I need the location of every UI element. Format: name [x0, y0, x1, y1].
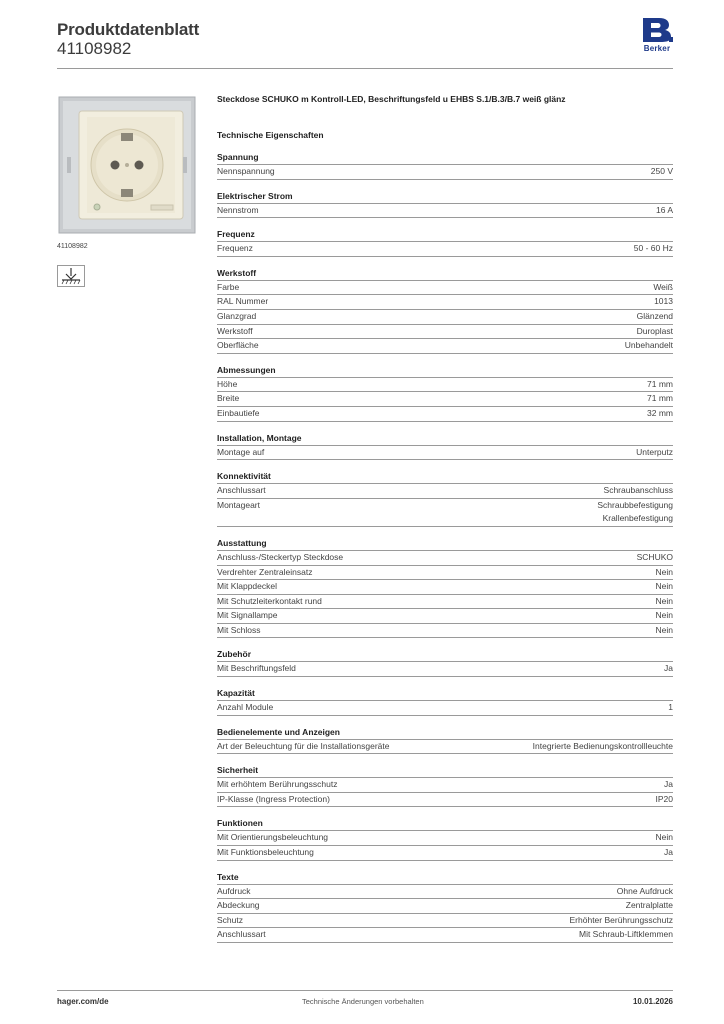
section-title: Konnektivität [217, 470, 673, 484]
property-value-line: Krallenbefestigung [602, 513, 673, 524]
property-value [647, 392, 673, 406]
property-label: Aufdruck [217, 885, 251, 896]
property-value-line: 1 [668, 702, 673, 713]
property-value-line: 1013 [654, 296, 673, 307]
section-title: Installation, Montage [217, 432, 673, 446]
property-section [217, 228, 673, 257]
property-value [647, 378, 673, 392]
property-row [217, 609, 673, 624]
property-row [217, 281, 673, 296]
section-title: Zubehör [217, 648, 673, 662]
footer-website: hager.com/de [57, 997, 109, 1006]
property-value-line: Zentralplatte [625, 900, 673, 911]
property-row [217, 551, 673, 566]
property-value-line: Nein [655, 595, 673, 606]
section-title: Frequenz [217, 228, 673, 242]
property-label: Anzahl Module [217, 702, 274, 713]
property-label: Anschlussart [217, 485, 266, 496]
property-row [217, 701, 673, 716]
property-row [217, 242, 673, 257]
property-row [217, 595, 673, 610]
section-title: Elektrischer Strom [217, 190, 673, 204]
property-label: Mit Beschriftungsfeld [217, 663, 296, 674]
property-value [626, 899, 673, 913]
property-section [217, 687, 673, 716]
berker-logo [640, 17, 674, 53]
property-row [217, 325, 673, 340]
property-label: Mit Signallampe [217, 610, 278, 621]
property-value-line: 32 mm [647, 407, 673, 418]
property-value [636, 446, 673, 460]
property-label: Mit Klappdeckel [217, 581, 278, 592]
property-value-line: Schraubanschluss [603, 485, 673, 496]
section-title: Funktionen [217, 817, 673, 831]
property-row [217, 914, 673, 929]
property-label: Mit Schutzleiterkontakt rund [217, 595, 322, 606]
properties-list [217, 151, 673, 943]
property-row [217, 165, 673, 180]
property-label: Frequenz [217, 243, 253, 254]
property-label: Werkstoff [217, 325, 253, 336]
property-section [217, 432, 673, 461]
property-value-line: Erhöhter Berührungsschutz [569, 914, 673, 925]
property-label: RAL Nummer [217, 296, 269, 307]
property-value-line: Nein [655, 832, 673, 843]
property-value-line: Weiß [653, 281, 673, 292]
property-section [217, 537, 673, 639]
property-row [217, 446, 673, 461]
footer-date: 10.01.2026 [632, 997, 673, 1006]
section-title: Werkstoff [217, 267, 673, 281]
property-value [617, 885, 673, 899]
property-value [637, 551, 673, 565]
property-value-line: Nein [655, 610, 673, 621]
property-label: Art der Beleuchtung für die Installationsgeräte [217, 740, 390, 751]
property-value-line: Schraubbefestigung [597, 499, 673, 510]
property-section [217, 764, 673, 807]
property-value-line: Ohne Aufdruck [616, 885, 673, 896]
property-row [217, 846, 673, 861]
property-label: Breite [217, 393, 240, 404]
property-value [653, 281, 673, 295]
property-section [217, 190, 673, 219]
property-value [597, 499, 673, 526]
property-value [668, 701, 673, 715]
property-value-line: 16 A [655, 204, 673, 215]
property-value [654, 295, 673, 309]
property-value [656, 204, 673, 218]
property-value [656, 609, 673, 623]
property-label: Mit Funktionsbeleuchtung [217, 847, 314, 858]
footer-divider [57, 990, 673, 991]
property-row [217, 778, 673, 793]
property-value [625, 339, 673, 353]
page-title: Produktdatenblatt [57, 20, 200, 39]
product-name: Steckdose SCHUKO m Kontroll-LED, Beschriftungsfeld u EHBS S.1/B.3/B.7 weiß glänz [217, 94, 566, 104]
product-image [57, 95, 197, 235]
property-section [217, 817, 673, 860]
property-label: Farbe [217, 281, 240, 292]
property-value-line: Unbehandelt [624, 340, 673, 351]
property-section [217, 151, 673, 180]
property-label: Oberfläche [217, 340, 259, 351]
property-label: Anschluss-/Steckertyp Steckdose [217, 551, 344, 562]
property-section [217, 470, 673, 527]
property-label: Anschlussart [217, 929, 266, 940]
footer-notice: Technische Änderungen vorbehalten [302, 997, 424, 1006]
property-value [570, 914, 673, 928]
section-title: Sicherheit [217, 764, 673, 778]
property-section [217, 648, 673, 677]
property-label: Schutz [217, 914, 243, 925]
logo-text: Berker [643, 44, 671, 53]
property-row [217, 899, 673, 914]
property-section [217, 726, 673, 755]
property-label: IP-Klasse (Ingress Protection) [217, 793, 330, 804]
section-title: Ausstattung [217, 537, 673, 551]
property-section [217, 364, 673, 422]
property-row [217, 407, 673, 422]
property-row [217, 204, 673, 219]
property-value [647, 407, 673, 421]
property-row [217, 295, 673, 310]
property-value-line: Ja [664, 663, 673, 674]
property-value [637, 310, 673, 324]
property-value [656, 566, 673, 580]
property-label: Mit erhöhtem Berührungsschutz [217, 779, 338, 790]
property-value [579, 928, 673, 942]
property-row [217, 793, 673, 808]
berker-b-logo-icon [640, 17, 674, 43]
property-section [217, 267, 673, 354]
property-row [217, 662, 673, 677]
property-row [217, 499, 673, 527]
property-value [656, 595, 673, 609]
property-row [217, 339, 673, 354]
document-number: 41108982 [57, 39, 132, 58]
section-title: Texte [217, 871, 673, 885]
property-row [217, 831, 673, 846]
property-value-line: Glänzend [636, 310, 673, 321]
property-value [634, 242, 673, 256]
property-section [217, 871, 673, 943]
property-label: Montageart [217, 499, 260, 510]
property-value-line: 71 mm [647, 378, 673, 389]
property-value [604, 484, 673, 498]
property-value-line: Nein [655, 624, 673, 635]
property-value-line: Mit Schraub-Liftklemmen [578, 929, 673, 940]
property-row [217, 885, 673, 900]
property-value-line: 50 - 60 Hz [633, 243, 673, 254]
property-label: Montage auf [217, 446, 265, 457]
property-value-line: IP20 [655, 793, 673, 804]
property-value-line: Integrierte Bedienungskontrollleuchte [532, 740, 673, 751]
flush-mounting-icon [57, 265, 85, 287]
property-label: Nennspannung [217, 166, 275, 176]
property-row [217, 378, 673, 393]
property-label: Verdrehter Zentraleinsatz [217, 566, 313, 577]
property-row [217, 624, 673, 639]
product-details [217, 92, 673, 943]
section-title: Kapazität [217, 687, 673, 701]
property-label: Glanzgrad [217, 310, 257, 321]
property-value [656, 831, 673, 845]
property-row [217, 740, 673, 755]
property-value [664, 846, 673, 860]
property-value-line: Nein [655, 581, 673, 592]
property-value-line: Unterputz [636, 446, 673, 457]
property-value [656, 793, 674, 807]
property-value [533, 740, 673, 754]
property-value-line: 250 V [650, 166, 673, 176]
property-value [664, 662, 673, 676]
property-label: Höhe [217, 378, 238, 389]
property-value-line: 71 mm [647, 393, 673, 404]
property-value-line: Duroplast [636, 325, 673, 336]
property-label: Mit Schloss [217, 624, 261, 635]
property-row [217, 392, 673, 407]
property-value [664, 778, 673, 792]
property-value-line: SCHUKO [636, 551, 673, 562]
property-row [217, 484, 673, 499]
property-row [217, 566, 673, 581]
property-value [637, 325, 673, 339]
section-title: Abmessungen [217, 364, 673, 378]
property-value-line: Ja [664, 847, 673, 858]
property-label: Mit Orientierungsbeleuchtung [217, 832, 329, 843]
section-title: Spannung [217, 151, 673, 165]
property-label: Einbautiefe [217, 407, 260, 418]
property-value [656, 580, 673, 594]
section-title: Bedienelemente und Anzeigen [217, 726, 673, 740]
property-row [217, 928, 673, 943]
product-image-caption: 41108982 [57, 243, 88, 250]
property-value [651, 165, 673, 179]
technical-properties-heading: Technische Eigenschaften [217, 130, 324, 140]
property-value-line: Nein [655, 566, 673, 577]
property-row [217, 310, 673, 325]
property-label: Nennstrom [217, 204, 259, 215]
property-value [656, 624, 673, 638]
header-divider [57, 68, 673, 69]
property-value-line: Ja [664, 779, 673, 790]
property-label: Abdeckung [217, 900, 260, 911]
property-row [217, 580, 673, 595]
